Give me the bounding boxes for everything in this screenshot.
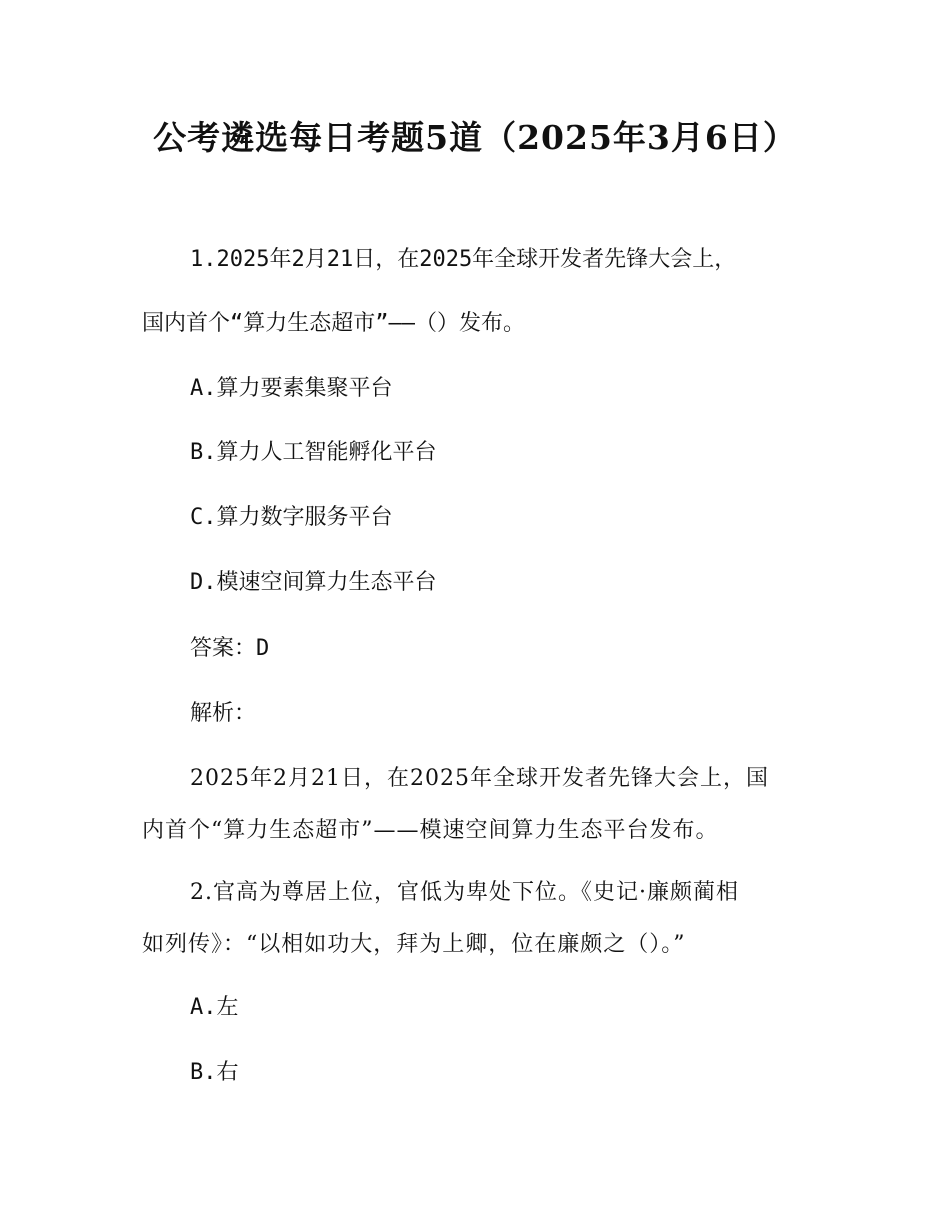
question-1-analysis-line-1: 2025年2月21日，在2025年全球开发者先锋大会上，国 bbox=[190, 766, 769, 791]
question-2-line-1: 2.官高为尊居上位，官低为卑处下位。《史记·廉颇蔺相 bbox=[190, 880, 739, 905]
document-title: 公考遴选每日考题5道（2025年3月6日） bbox=[153, 118, 797, 157]
question-1-line-2: 国内首个“算力生态超市”——（）发布。 bbox=[142, 311, 525, 336]
question-1-analysis-label: 解析： bbox=[190, 701, 257, 726]
question-2-option-b: B.右 bbox=[190, 1060, 239, 1085]
question-1-answer: 答案：D bbox=[190, 636, 270, 661]
question-1-analysis-line-2: 内首个“算力生态超市”——模速空间算力生态平台发布。 bbox=[142, 818, 719, 843]
question-1-option-c: C.算力数字服务平台 bbox=[190, 505, 393, 530]
question-1-option-d: D.模速空间算力生态平台 bbox=[190, 570, 437, 595]
question-1-option-a: A.算力要素集聚平台 bbox=[190, 376, 393, 401]
question-1-line-1: 1.2025年2月21日，在2025年全球开发者先锋大会上， bbox=[190, 247, 737, 272]
question-2-option-a: A.左 bbox=[190, 995, 239, 1020]
question-2-line-2: 如列传》：“以相如功大，拜为上卿，位在廉颇之（）。” bbox=[142, 932, 686, 957]
question-1-option-b: B.算力人工智能孵化平台 bbox=[190, 440, 437, 465]
